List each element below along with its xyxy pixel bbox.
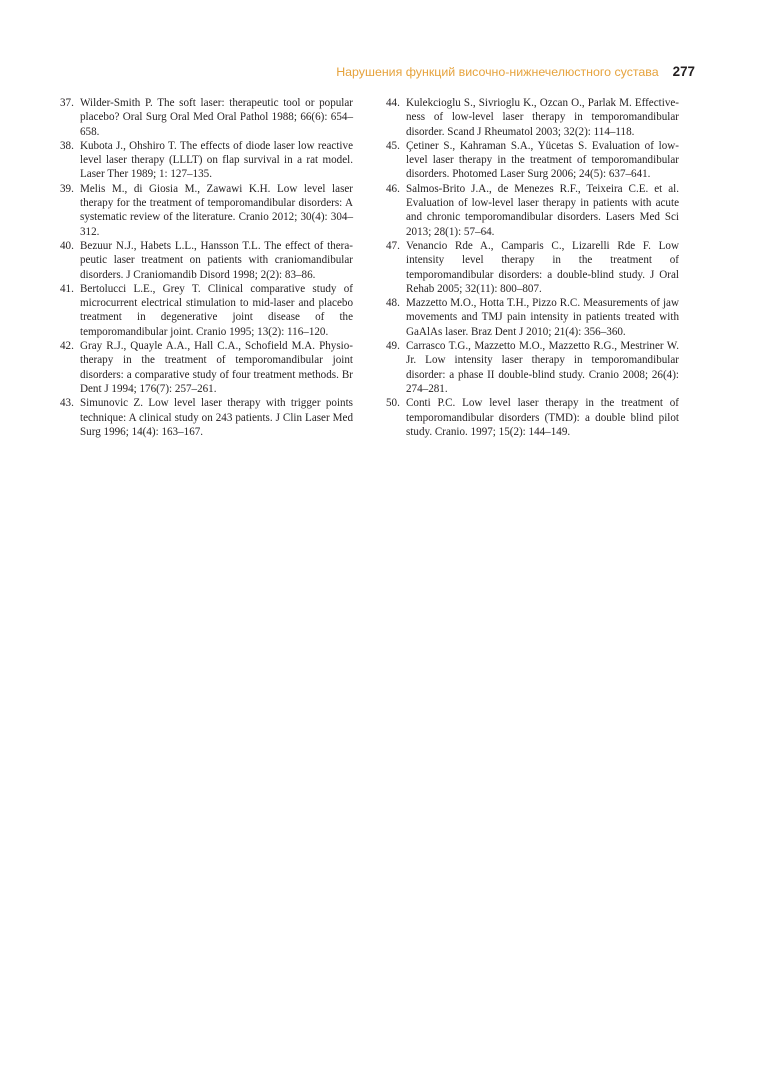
reference-item	[60, 96, 353, 139]
reference-number: 43.	[60, 397, 74, 410]
reference-number: 50.	[386, 397, 400, 410]
reference-number: 47.	[386, 239, 400, 252]
reference-item	[60, 139, 353, 182]
reference-item	[386, 396, 679, 439]
reference-item	[60, 339, 353, 396]
reference-item	[60, 239, 353, 282]
reference-number: 38.	[60, 139, 74, 152]
reference-item	[386, 339, 679, 396]
reference-text: Bertolucci L.E., Grey T. Clinical comparative study of microcurrent electrical stimulation to mid-laser and placebo treatment in degenerative joint disease of the temporomandibular joint. Cranio 1995; 13(2): 116–120.	[80, 282, 353, 338]
reference-number: 46.	[386, 182, 400, 195]
reference-text: Mazzetto M.O., Hotta T.H., Pizzo R.C. Measurements of jaw movements and TMJ pain intensity in patients treated with GaAlAs laser. Braz Dent J 2010; 21(4): 356–360.	[406, 297, 679, 338]
references-left-column	[60, 96, 353, 439]
reference-number: 45.	[386, 139, 400, 152]
reference-text: Kubota J., Ohshiro T. The effects of diode laser low reactive level laser therapy (LLLT) on flap survival in a rat model. Laser Ther 1989; 1: 127–135.	[80, 139, 353, 181]
reference-item	[60, 182, 353, 239]
running-header	[300, 64, 695, 82]
reference-text: Wilder-Smith P. The soft laser: therapeutic tool or popular placebo? Oral Surg Oral Med Oral Pathol 1988; 66(6): 654–658.	[80, 97, 353, 138]
reference-item	[60, 396, 353, 439]
reference-number: 48.	[386, 297, 400, 310]
reference-item	[386, 139, 679, 182]
reference-text: Simunovic Z. Low level laser therapy with trigger points technique: A clinical study on 243 patients. J Clin Laser Med Surg 1996; 14(4): 163–167.	[80, 397, 353, 438]
references-right-column	[386, 96, 679, 439]
reference-text: Carrasco T.G., Mazzetto M.O., Mazzetto R.G., Mestriner W. Jr. Low intensity laser therapy in temporomandibular disorder: a phase II double-blind study. Cranio 2008; 26(4): 274–281.	[406, 340, 679, 395]
reference-text: Gray R.J., Quayle A.A., Hall C.A., Schofield M.A. Physiotherapy in the treatment of temporomandibular joint disorders: a comparative study of four treatment methods. Br Dent J 1994; 176(7): 257–261.	[80, 340, 353, 395]
reference-item	[386, 96, 679, 139]
reference-number: 39.	[60, 182, 74, 195]
running-title: Нарушения функций височно-нижнечелюстного сустава	[336, 65, 659, 79]
reference-text: Salmos-Brito J.A., de Menezes R.F., Teixeira C.E. et al. Evaluation of low-level laser therapy in patients with acute and chronic temporomandibular disorders. Lasers Med Sci 2013; 28(1): 57–64.	[406, 182, 679, 238]
page-number: 277	[672, 64, 695, 79]
reference-item	[60, 282, 353, 339]
reference-number: 42.	[60, 340, 74, 353]
reference-item	[386, 239, 679, 296]
reference-text: Conti P.C. Low level laser therapy in the treatment of temporomandibular disorders (TMD): a double blind pilot study. Cranio. 1997; 15(2): 144–149.	[406, 397, 679, 438]
reference-number: 49.	[386, 340, 400, 353]
reference-text: Melis M., di Giosia M., Zawawi K.H. Low level laser therapy for the treatment of temporomandibular disorders: A systematic review of the literature. Cranio 2012; 30(4): 304–312.	[80, 182, 353, 238]
reference-text: Bezuur N.J., Habets L.L., Hansson T.L. The effect of therapeutic laser treatment on patients with craniomandibular disorders. J Craniomandib Disord 1998; 2(2): 83–86.	[80, 239, 353, 281]
reference-number: 40.	[60, 239, 74, 252]
reference-text: Venancio Rde A., Camparis C., Lizarelli Rde F. Low intensity level therapy in the treatment of temporomandibular disorders: a double-blind study. J Oral Rehab 2005; 32(11): 800–807.	[406, 239, 679, 295]
reference-text: Çetiner S., Kahraman S.A., Yücetas S. Evaluation of low-level laser therapy in the treatment of temporomandibular disorders. Photomed Laser Surg 2006; 24(5): 637–641.	[406, 139, 679, 181]
reference-item	[386, 296, 679, 339]
reference-number: 37.	[60, 97, 74, 109]
reference-number: 44.	[386, 97, 400, 109]
reference-item	[386, 182, 679, 239]
reference-number: 41.	[60, 282, 74, 295]
reference-text: Kulekcioglu S., Sivrioglu K., Ozcan O., Parlak M. Effectiveness of low-level laser therapy in temporomandibular disorder. Scand J Rheumatol 2003; 32(2): 114–118.	[406, 97, 679, 138]
